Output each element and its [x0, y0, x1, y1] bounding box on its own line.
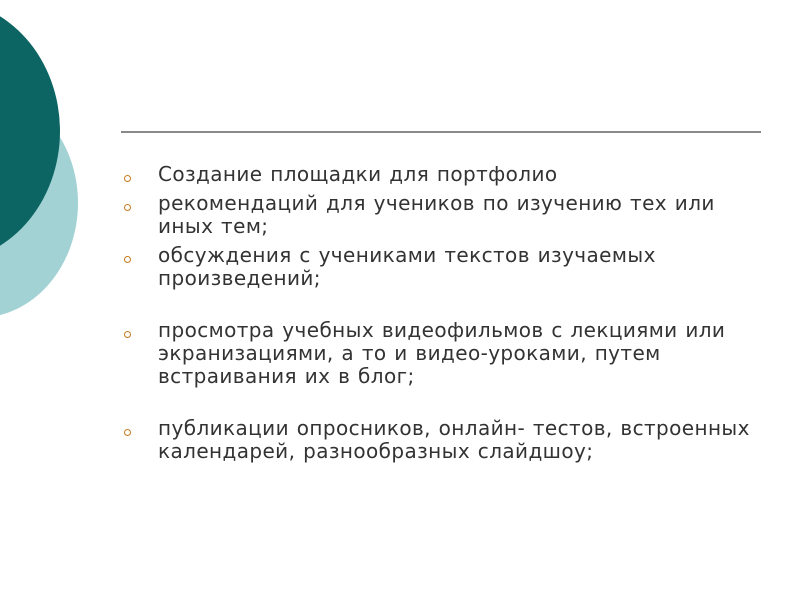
- circle-bullet-icon: [124, 256, 131, 263]
- list-item: [124, 192, 764, 238]
- list-item-text: публикации опросников, онлайн- тестов, встроенных календарей, разнообразных слайдшоу;: [158, 416, 750, 463]
- list-item: [124, 319, 764, 388]
- list-item: [124, 244, 764, 290]
- list-item-text: просмотра учебных видеофильмов с лекциями или экранизациями, а то и видео-уроками, путем встраивания их в блог;: [158, 318, 726, 388]
- bullet-list: [124, 163, 764, 469]
- circle-bullet-icon: [124, 204, 131, 211]
- circle-bullet-icon: [124, 429, 131, 436]
- list-item: [124, 163, 764, 186]
- circle-bullet-icon: [124, 175, 131, 182]
- list-item: [124, 417, 764, 463]
- list-item-text: обсуждения с учениками текстов изучаемых произведений;: [158, 243, 656, 290]
- title-divider: [121, 131, 761, 133]
- list-item-text: Создание площадки для портфолио: [158, 162, 558, 186]
- list-item-text: рекомендаций для учеников по изучению тех или иных тем;: [158, 191, 715, 238]
- circle-bullet-icon: [124, 331, 131, 338]
